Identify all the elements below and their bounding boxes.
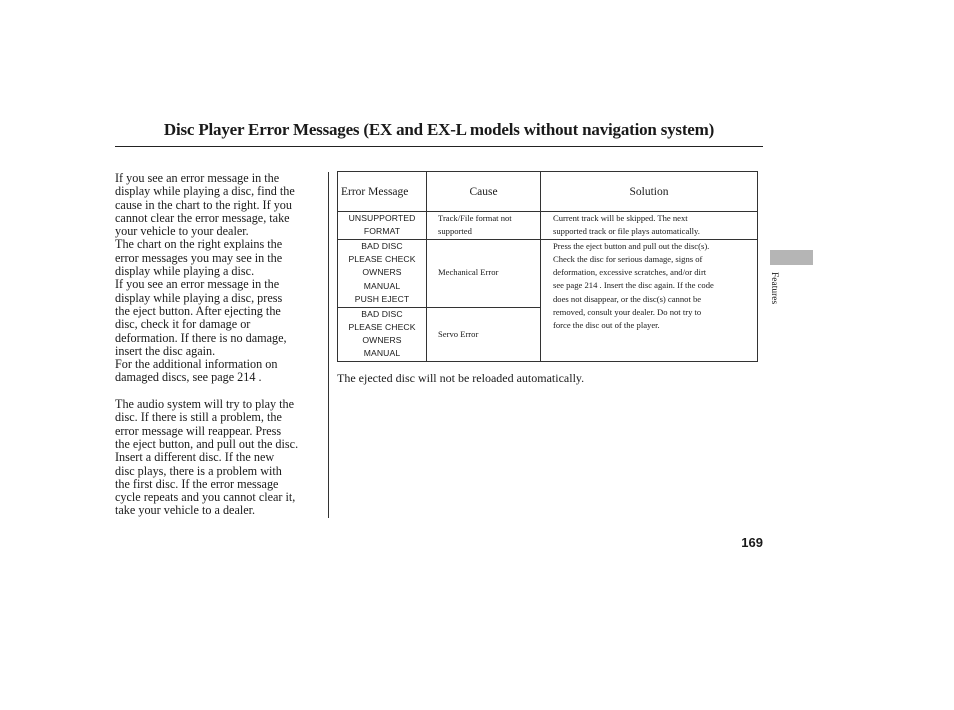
cause-text-line: Mechanical Error: [438, 267, 499, 278]
paragraph-retry: [115, 398, 325, 518]
text-line: display while playing a disc.: [115, 264, 255, 279]
solution-text-line: Press the eject button and pull out the disc(s).: [553, 240, 710, 251]
left-column-text: [115, 172, 325, 518]
paragraph-gap: [115, 385, 325, 398]
error-text-line: OWNERS: [362, 267, 402, 278]
error-text-line: MANUAL: [363, 348, 401, 359]
text-line: the eject button, and pull out the disc.: [115, 436, 299, 451]
text-line: the eject button. After ejecting the: [115, 303, 281, 318]
title-divider: [115, 146, 763, 147]
text-line: take your vehicle to a dealer.: [115, 503, 256, 518]
text-line: your vehicle to your dealer.: [115, 224, 249, 239]
cause-cell: [427, 212, 541, 240]
text-line: error messages you may see in the: [115, 250, 283, 265]
text-line: display while playing a disc, press: [115, 290, 283, 305]
text-line: If you see an error message in the: [115, 277, 280, 292]
cause-text-line: Track/File format not: [438, 213, 512, 223]
section-tab: [770, 250, 813, 265]
table-row: [338, 212, 758, 240]
text-line: For the additional information on: [115, 357, 278, 372]
error-text-line: OWNERS: [362, 335, 402, 346]
error-text-line: UNSUPPORTED: [348, 213, 416, 223]
text-line: error message will reappear. Press: [115, 423, 282, 438]
error-message-table: [337, 171, 758, 362]
error-message-cell: [338, 307, 427, 361]
cause-text-line: Servo Error: [438, 328, 479, 339]
error-text-line: BAD DISC: [361, 308, 403, 319]
text-line: cause in the chart to the right. If you: [115, 197, 292, 212]
section-tab-label: Features: [769, 272, 779, 305]
page-title: Disc Player Error Messages (EX and EX-L models without navigation system): [163, 120, 715, 139]
cause-cell: [427, 239, 541, 307]
solution-text-line: deformation, excessive scratches, and/or dirt: [553, 267, 707, 278]
error-message-cell: [338, 212, 427, 240]
text-line: The audio system will try to play the: [115, 397, 295, 412]
text-line: Insert a different disc. If the new: [115, 450, 275, 465]
text-line: The chart on the right explains the: [115, 237, 283, 252]
solution-text-line: Check the disc for serious damage, signs of: [553, 253, 703, 264]
paragraph-intro: [115, 172, 325, 238]
page-number: 169: [741, 535, 763, 550]
header-solution: Solution: [541, 172, 758, 212]
paragraph-eject-instructions: [115, 278, 325, 358]
solution-text-line: see page 214 . Insert the disc again. If the code: [553, 280, 714, 291]
text-line: insert the disc again.: [115, 343, 216, 358]
text-line: damaged discs, see page 214 .: [115, 370, 262, 385]
solution-text-line: removed, consult your dealer. Do not try to: [553, 307, 702, 318]
error-message-cell: [338, 239, 427, 307]
paragraph-chart-explanation: [115, 238, 325, 278]
solution-text-line: does not disappear, or the disc(s) cannot be: [553, 293, 702, 304]
error-text-line: PLEASE CHECK: [348, 321, 416, 332]
text-line: cannot clear the error message, take: [115, 210, 290, 225]
text-line: disc plays, there is a problem with: [115, 463, 282, 478]
error-text-line: BAD DISC: [361, 240, 403, 251]
cause-text-line: supported: [438, 226, 472, 237]
error-text-line: PUSH EJECT: [354, 294, 410, 305]
text-line: disc. If there is still a problem, the: [115, 410, 282, 425]
table-row: [338, 239, 758, 307]
text-line: the first disc. If the error message: [115, 476, 279, 491]
solution-text-line: force the disc out of the player.: [553, 320, 660, 331]
text-line: display while playing a disc, find the: [115, 184, 295, 199]
text-line: cycle repeats and you cannot clear it,: [115, 490, 296, 505]
header-error-message: Error Message: [338, 172, 427, 212]
cause-cell: [427, 307, 541, 361]
table-header-row: [338, 172, 758, 212]
solution-text-line: Current track will be skipped. The next: [553, 213, 688, 223]
solution-cell: [541, 212, 758, 240]
column-divider: [328, 172, 329, 518]
solution-text-line: supported track or file plays automatically.: [553, 226, 700, 237]
ejected-disc-note: The ejected disc will not be reloaded automatically.: [337, 371, 585, 385]
shared-solution-cell: [541, 239, 758, 361]
error-text-line: MANUAL: [363, 280, 401, 291]
text-line: disc, check it for damage or: [115, 317, 251, 332]
error-text-line: PLEASE CHECK: [348, 254, 416, 265]
error-text-line: FORMAT: [363, 226, 401, 237]
header-cause: Cause: [427, 172, 541, 212]
text-line: deformation. If there is no damage,: [115, 330, 287, 345]
text-line: If you see an error message in the: [115, 171, 280, 185]
paragraph-additional-info: [115, 358, 325, 385]
